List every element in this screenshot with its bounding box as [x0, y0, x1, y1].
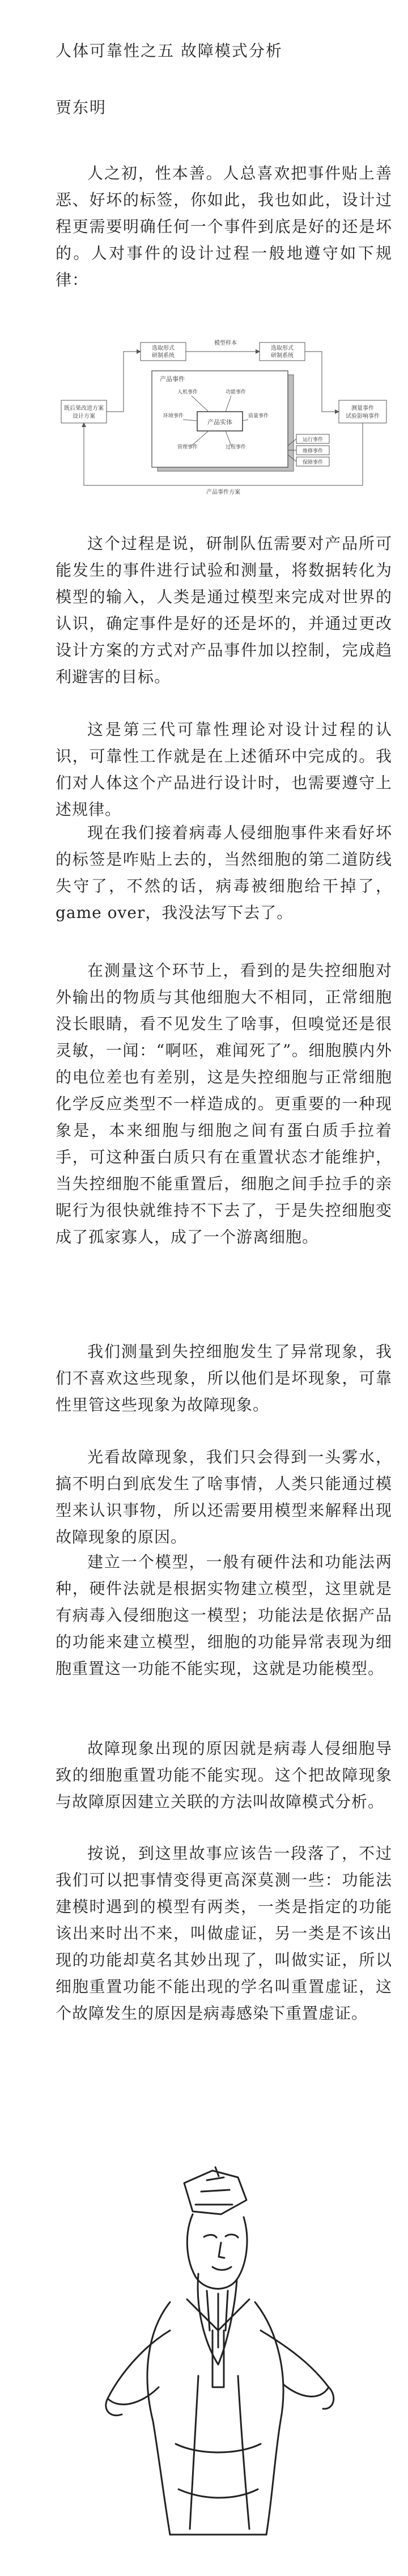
diagram-top-right-label: 选取形式	[271, 345, 294, 352]
diagram-inner-label-3: 环境事件	[163, 413, 184, 419]
article-title: 人体可靠性之五 故障模式分析	[56, 41, 283, 60]
diagram-inner-label-5: 管理事件	[177, 445, 198, 450]
paragraph-6: 我们测量到失控细胞发生了异常现象，我们不喜欢这些现象，所以他们是坏现象，可靠性里管这些现象为故障现象。	[56, 1342, 392, 1414]
diagram-inner-label-1: 人机事件	[177, 390, 198, 395]
paragraph-9: 故障现象出现的原因就是病毒人侵细胞导致的细胞重置功能不能实现。这个把故障现象与故障原因建立关联的方法叫故障模式分析。	[56, 1739, 392, 1811]
paragraph-5: 在测量这个环节上，看到的是失控细胞对外输出的物质与其他细胞大不相同，正常细胞没长眼睛，看不见发生了啥事，但嗅觉还是很灵敏，一闻：“啊呸，难闻死了”。细胞膜内外的电位差也有差别，这是失控细胞与正常细胞化学反应类型不一样造成的。更重要的一种现象是，本来细胞与细胞之间有蛋白质手拉着手，可这种蛋白质只有在重置状态才能维护，当失控细胞不能重置后，细胞之间手拉手的亲昵行为很快就维持不下去了，于是失控细胞变成了孤家寡人，成了一个游离细胞。	[56, 961, 392, 1246]
scholar-illustration	[85, 2160, 351, 2552]
diagram-right-small-1: 运行事件	[302, 437, 324, 443]
diagram-left-label-2: 设计方案	[73, 413, 95, 420]
diagram-top-left-label: 选取形式	[152, 345, 175, 352]
article-author: 贾东明	[56, 98, 107, 117]
paragraph-2: 这个过程是说，研制队伍需要对产品所可能发生的事件进行试验和测量，将数据转化为模型的输入，人类是通过模型来完成对世界的认识，确定事件是好的还是坏的，并通过更改设计方案的方式对产品事件加以控制，完成趋利避害的目标。	[56, 534, 392, 686]
paragraph-10: 按说，到这里故事应该告一段落了，不过我们可以把事情变得更高深莫测一些：功能法建模时遇到的模型有两类，一类是指定的功能该出来时出不来，叫做虚证，另一类是不该出现的功能却莫名其妙出现了，叫做实证，所以细胞重置功能不能出现的学名叫重置虚证，这个故障发生的原因是病毒感染下重置虚证。	[56, 1844, 392, 2023]
diagram-inner-label-6: 过程事件	[226, 445, 246, 450]
diagram-bottom-label: 产品事件方案	[206, 489, 240, 496]
diagram-right-small-2: 维修事件	[302, 449, 324, 454]
diagram-right-label-2: 试验影响事件	[346, 413, 380, 420]
diagram-inner-label-2: 功能事件	[226, 390, 246, 395]
diagram-right-label: 测量事件	[351, 405, 374, 412]
event-design-diagram	[56, 332, 392, 499]
paragraph-1: 人之初，性本善。人总喜欢把事件贴上善恶、好坏的标签，你如此，我也如此，设计过程更需要明确任何一个事件到底是好的还是坏的。人对事件的设计过程一般地遵守如下规律：	[56, 164, 392, 289]
diagram-top-mid-label: 模型样本	[214, 340, 237, 346]
paragraph-7: 光看故障现象，我们只会得到一头雾水，搞不明白到底发生了啥事情，人类只能通过模型来认识事物，所以还需要用模型来解释出现故障现象的原因。	[56, 1448, 392, 1546]
paragraph-3: 这是第三代可靠性理论对设计过程的认识，可靠性工作就是在上述循环中完成的。我们对人体这个产品进行设计时，也需要遵守上述规律。	[56, 720, 392, 819]
diagram-inner-label-4: 质量事件	[248, 413, 269, 419]
diagram-top-left-label-2: 研制系统	[152, 353, 175, 359]
paragraph-4: 现在我们接着病毒人侵细胞事件来看好坏的标签是咋贴上去的，当然细胞的第二道防线失守了，不然的话，病毒被细胞给干掉了，game over，我没法写下去了。	[56, 823, 392, 922]
paragraph-8: 建立一个模型，一般有硬件法和功能法两种，硬件法就是根据实物建立模型，这里就是有病毒入侵细胞这一模型；功能法是依据产品的功能来建立模型，细胞的功能异常表现为细胞重置这一功能不能实现，这就是功能模型。	[56, 1553, 392, 1678]
diagram-top-right-label-2: 研制系统	[271, 353, 294, 359]
diagram-right-small-3: 保障事件	[302, 460, 324, 466]
diagram-left-label: 既后果改进方案	[64, 405, 104, 412]
diagram-center-box: 产品实体	[207, 418, 232, 426]
diagram-center-title: 产品事件	[160, 375, 185, 383]
